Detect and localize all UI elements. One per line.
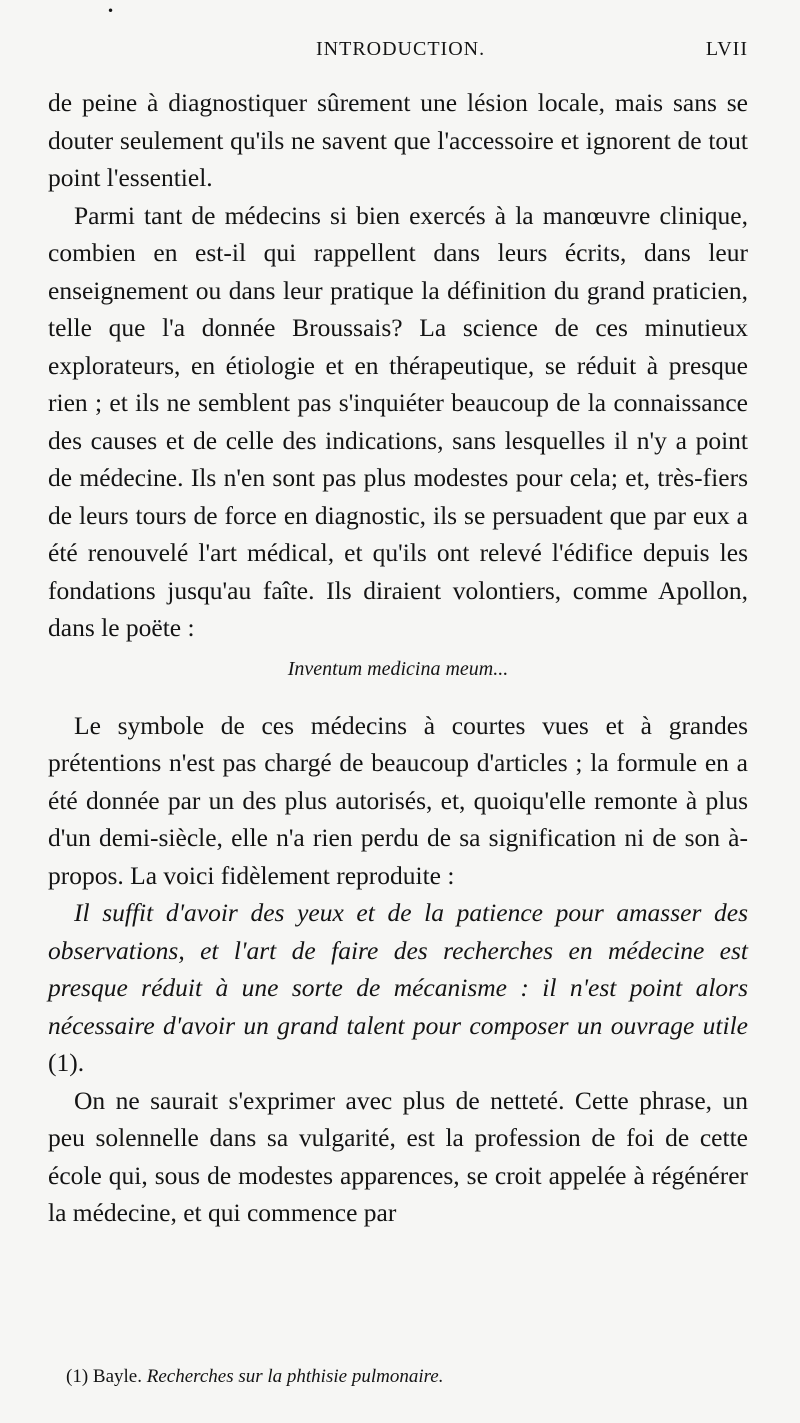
paragraph-4: On ne saurait s'exprimer avec plus de netteté. Cette phrase, un peu solennelle dans sa vulgarité, est la profession de foi de cette école qui, sous de modestes apparences, se croit appelée à régénérer la médecine, et qui commence par bbox=[48, 1085, 748, 1227]
footnote bbox=[66, 1366, 746, 1388]
footnote-work: Recherches sur la phthisie pulmonaire. bbox=[146, 1366, 444, 1387]
paragraph-3: Le symbole de ces médecins à courtes vues et à grandes prétentions n'est pas chargé de beaucoup d'articles ; la formule en a été donnée par un des plus autorisés, et, quoiqu'elle remonte à plus d'un demi-siècle, elle n'a rien perdu de sa signification ni de son à-propos. La voici fidèlement reproduite : bbox=[48, 710, 748, 890]
running-header bbox=[48, 38, 748, 68]
running-title: INTRODUCTION. bbox=[316, 38, 486, 60]
citation-text: Il suffit d'avoir des yeux et de la patience pour amasser des observations, et l'art de faire des recherches en médecine est presque réduit à une sorte de mécanisme : il n'est point alors nécessaire d'avoir un grand talent pour composer un ouvrage utile bbox=[48, 898, 748, 1040]
printer-mark: • bbox=[107, 4, 115, 18]
footnote-ref: (1). bbox=[48, 1048, 85, 1077]
paragraph-1: de peine à diagnostiquer sûrement une lésion locale, mais sans se douter seulement qu'ils ne savent que l'accessoire et ignorent de tout point l'essentiel. bbox=[48, 88, 748, 192]
paragraph-2: Parmi tant de médecins si bien exercés à la manœuvre clinique, combien en est-il qui rappellent dans leurs écrits, dans leur enseignement ou dans leur pratique la définition du grand praticien, telle que l'a donnée Broussais? La science de ces minutieux explorateurs, en étiologie et en thérapeutique, se réduit à presque rien ; et ils ne semblent pas s'inquiéter beaucoup de la connaissance des causes et de celle des indications, sans lesquelles il n'y a point de médecine. Ils n'en sont pas plus modestes pour cela; et, très-fiers de leurs tours de force en diagnostic, ils se persuadent que par eux a été renouvelé l'art médical, et qu'ils ont relevé l'édifice depuis les fondations jusqu'au faîte. Ils diraient volontiers, comme Apollon, dans le poëte : bbox=[48, 200, 748, 642]
latin-quote: Inventum medicina meum... bbox=[287, 657, 509, 680]
citation-block bbox=[48, 894, 748, 1082]
footnote-number: (1) bbox=[66, 1366, 89, 1387]
body-text bbox=[48, 84, 748, 1232]
footnote-author: Bayle. bbox=[92, 1366, 142, 1387]
page-number: LVII bbox=[705, 38, 748, 60]
